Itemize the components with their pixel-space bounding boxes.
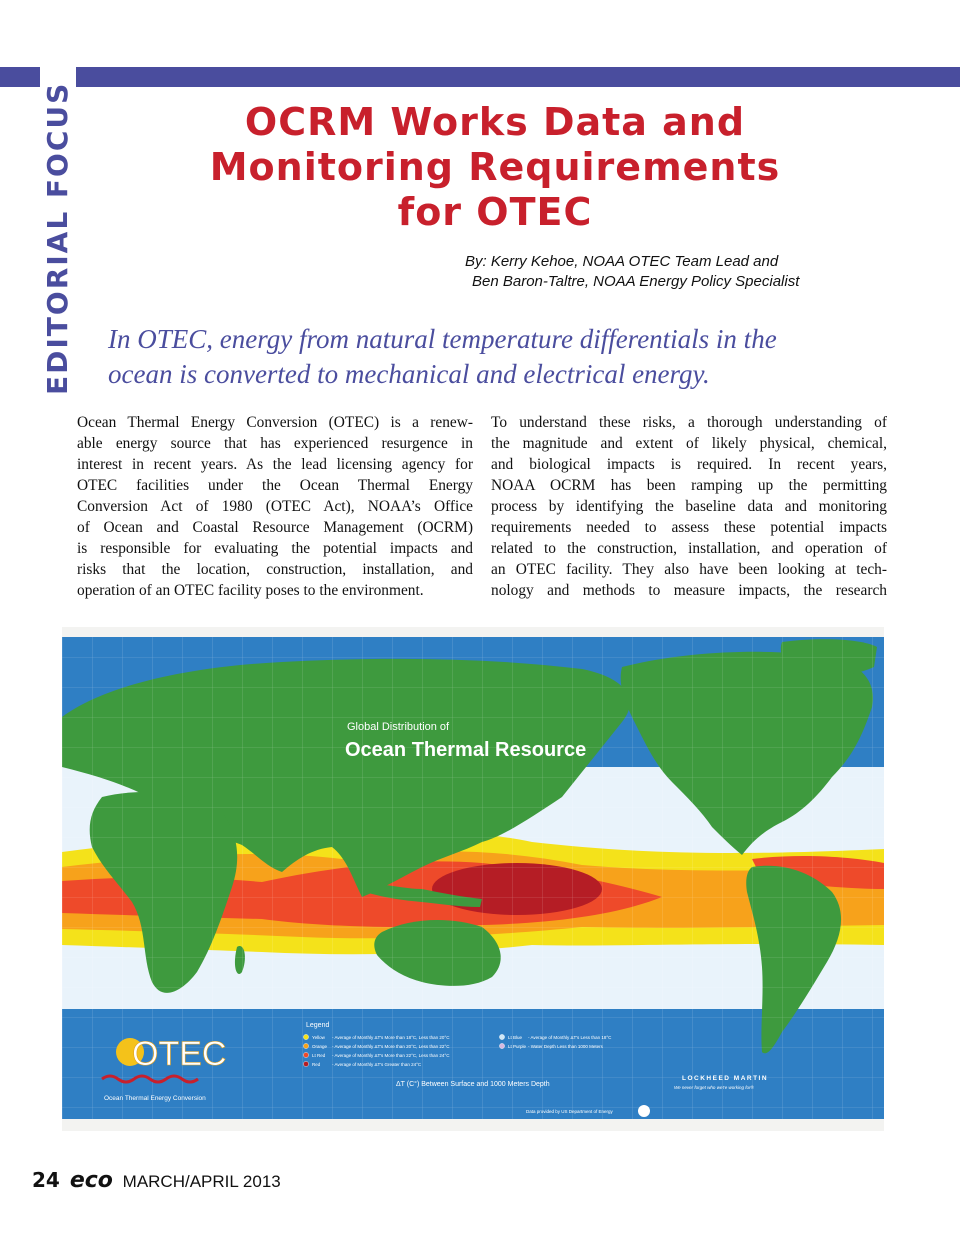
title-line: for OTEC: [397, 190, 593, 234]
body-line: interest in recent years. As the lead licensing agency for: [77, 456, 473, 473]
legend-name: Lt Red: [312, 1053, 326, 1058]
body-line: an OTEC facility. They also have been looking at tech-: [491, 561, 887, 578]
body-line: requirements needed to assess these potential impacts: [491, 519, 887, 536]
legend-name: Orange: [312, 1044, 328, 1049]
legend-swatch: [303, 1034, 308, 1039]
legend-name: Lt Purple: [508, 1044, 527, 1049]
legend-name: Lt Blue: [508, 1035, 523, 1040]
body-line: is responsible for evaluating the potential impacts and: [77, 540, 473, 557]
otec-logo-caption: Ocean Thermal Energy Conversion: [104, 1095, 206, 1102]
body-line: To understand these risks, a thorough understanding of: [491, 414, 887, 431]
body-line: process by identifying the baseline data and monitoring: [491, 498, 887, 515]
title-line: OCRM Works Data and: [244, 100, 746, 144]
body-line: Ocean Thermal Energy Conversion (OTEC) is a renew-: [77, 414, 473, 431]
body-line: Conversion Act of 1980 (OTEC Act), NOAA’s Office: [77, 498, 473, 515]
lockheed-martin-tagline: We never forget who we're working for®: [674, 1085, 754, 1090]
title-line: Monitoring Requirements: [209, 145, 781, 189]
legend-text: - Water Depth Less than 1000 Meters: [528, 1044, 603, 1049]
deck: [108, 322, 878, 392]
legend-name: Red: [312, 1062, 321, 1067]
legend-swatch: [499, 1034, 504, 1039]
body-column-1: [77, 412, 473, 601]
legend-text: - Average of Monthly ΔT's Greater than 24°C: [332, 1062, 422, 1067]
body-line: operation of an OTEC facility poses to the environment.: [77, 582, 424, 599]
section-label: EDITORIAL FOCUS: [40, 55, 76, 395]
body-line: and biological impacts is required. In recent years,: [491, 456, 887, 473]
body-line: risks that the location, construction, installation, and: [77, 561, 473, 578]
legend-text: - Average of Monthly ΔT's More than 22°C, Less than 24°C: [332, 1053, 450, 1058]
body-line: related to the construction, installation, and operation of: [491, 540, 887, 557]
body-line: the magnitude and extent of likely physical, chemical,: [491, 435, 887, 452]
header-rule: [0, 67, 960, 87]
body-line: nology and methods to measure impacts, the research: [491, 582, 887, 599]
map-title-small: Global Distribution of: [347, 721, 450, 733]
page-number: 24: [32, 1168, 60, 1192]
byline-line: By: Kerry Kehoe, NOAA OTEC Team Lead and: [465, 253, 779, 270]
page-footer: [32, 1168, 281, 1193]
body-column-2: [491, 412, 887, 601]
lockheed-martin-logo: LOCKHEED MARTIN: [682, 1075, 769, 1082]
ocean-thermal-map: [62, 627, 884, 1131]
article-title: [110, 100, 880, 235]
legend-text: - Average of Monthly ΔT's More than 18°C, Less than 20°C: [332, 1035, 450, 1040]
legend-text: - Average of Monthly ΔT's Less than 18°C: [528, 1035, 612, 1040]
otec-logo-text: OTEC: [132, 1035, 227, 1073]
body-line: NOAA OCRM has been ramping up the permitting: [491, 477, 887, 494]
data-credit: Data provided by US Department of Energy: [526, 1109, 613, 1114]
byline-line: Ben Baron-Taltre, NOAA Energy Policy Specialist: [472, 273, 800, 290]
byline: [440, 252, 880, 292]
legend-swatch: [303, 1052, 308, 1057]
doe-seal-icon: [638, 1105, 650, 1117]
legend-name: Yellow: [312, 1035, 325, 1040]
delta-caption: ΔT (C°) Between Surface and 1000 Meters Depth: [396, 1081, 550, 1088]
issue-date: MARCH/APRIL 2013: [122, 1172, 281, 1191]
body-line: of Ocean and Coastal Resource Management (OCRM): [77, 519, 473, 536]
legend-swatch: [303, 1043, 308, 1048]
deck-line: In OTEC, energy from natural temperature differentials in the: [108, 324, 777, 354]
body-line: able energy source that has experienced resurgence in: [77, 435, 473, 452]
legend-swatch: [499, 1043, 504, 1048]
magazine-name: eco: [69, 1168, 113, 1193]
legend-swatch: [303, 1061, 308, 1066]
map-title-big: Ocean Thermal Resource: [345, 739, 587, 761]
deck-line: ocean is converted to mechanical and electrical energy.: [108, 359, 710, 389]
legend-heading: Legend: [306, 1022, 330, 1029]
body-line: OTEC facilities under the Ocean Thermal Energy: [77, 477, 473, 494]
legend-text: - Average of Monthly ΔT's More than 20°C, Less than 22°C: [332, 1044, 450, 1049]
